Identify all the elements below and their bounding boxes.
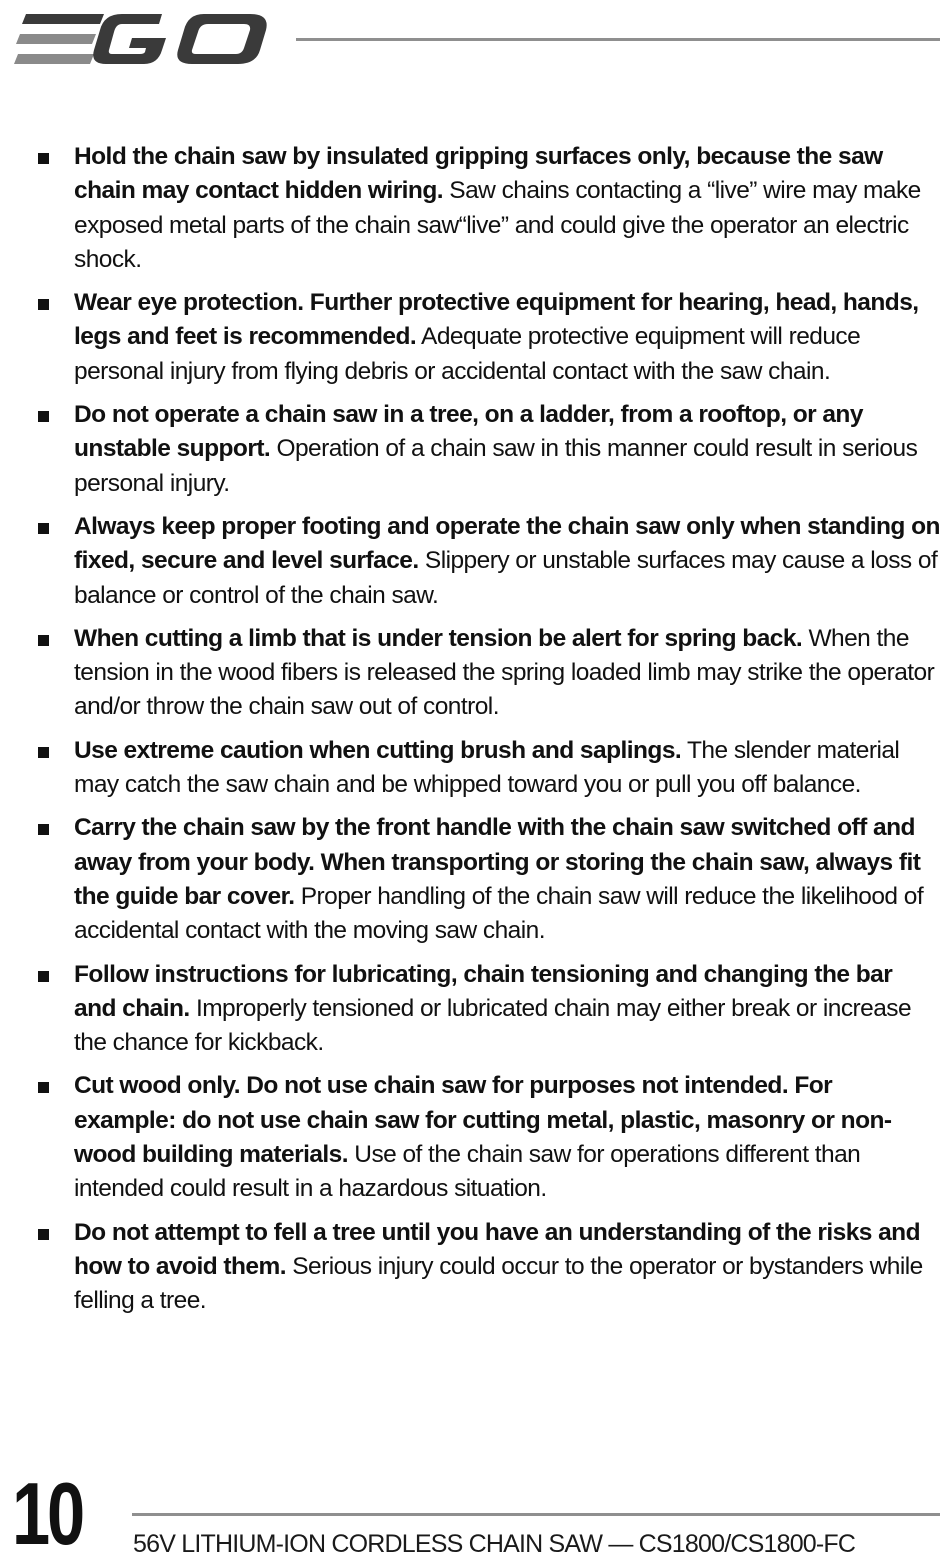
item-heading: Do not attempt to fell a tree until you have an understanding of the risks and how to avoid them.: [74, 1218, 921, 1280]
header-rule: [296, 38, 940, 41]
item-heading: Follow instructions for lubricating, chain tensioning and changing the bar and chain.: [74, 960, 893, 1022]
list-item: [38, 1216, 940, 1319]
item-text: Improperly tensioned or lubricated chain may either break or increase the chance for kickback.: [74, 994, 912, 1057]
item-text: Slippery or unstable surfaces may cause a loss of balance or control of the chain saw.: [74, 547, 938, 609]
list-item: [38, 622, 940, 725]
item-heading: Always keep proper footing and operate the chain saw only when standing on fixed, secure and level surface.: [74, 512, 940, 575]
list-item: [38, 398, 940, 501]
square-bullet-icon: [38, 153, 49, 164]
list-item: [38, 140, 940, 277]
footer-rule: [132, 1513, 940, 1516]
item-text: Serious injury could occur to the operator or bystanders while felling a tree.: [74, 1252, 923, 1315]
square-bullet-icon: [38, 824, 49, 835]
square-bullet-icon: [38, 635, 49, 646]
square-bullet-icon: [38, 1082, 49, 1093]
item-heading: Use extreme caution when cutting brush and saplings.: [74, 736, 682, 764]
page-number: 10: [12, 1464, 83, 1563]
footer-title: 56V LITHIUM-ION CORDLESS CHAIN SAW — CS1800/CS1800-FC: [133, 1530, 856, 1558]
square-bullet-icon: [38, 1229, 49, 1240]
item-text: The slender material may catch the saw chain and be whipped toward you or pull you off balance.: [74, 736, 900, 799]
item-heading: Hold the chain saw by insulated gripping surfaces only, because the saw chain may contact hidden wiring.: [74, 143, 883, 205]
safety-list: [38, 140, 940, 1328]
item-text: Adequate protective equipment will reduce personal injury from flying debris or accidental contact with the saw chain.: [74, 323, 861, 385]
item-heading: Do not operate a chain saw in a tree, on a ladder, from a rooftop, or any unstable support.: [74, 401, 863, 463]
square-bullet-icon: [38, 523, 49, 534]
ego-logo: [14, 10, 274, 70]
item-text: Operation of a chain saw in this manner could result in serious personal injury.: [74, 435, 918, 497]
list-item: [38, 1069, 940, 1206]
list-item: [38, 734, 940, 803]
item-heading: When cutting a limb that is under tension be alert for spring back.: [74, 624, 803, 652]
item-heading: Carry the chain saw by the front handle with the chain saw switched off and away from your body. When transporting or storing the chain saw, always fit the guide bar cover.: [74, 814, 921, 910]
square-bullet-icon: [38, 299, 49, 310]
item-text: Proper handling of the chain saw will reduce the likelihood of accidental contact with the moving saw chain.: [74, 882, 924, 945]
square-bullet-icon: [38, 747, 49, 758]
item-heading: Wear eye protection. Further protective equipment for hearing, head, hands, legs and feet is recommended.: [74, 289, 919, 351]
item-heading: Cut wood only. Do not use chain saw for purposes not intended. For example: do not use chain saw for cutting metal, plastic, masonry or non-wood building materials.: [74, 1072, 892, 1169]
list-item: [38, 958, 940, 1061]
list-item: [38, 811, 940, 948]
square-bullet-icon: [38, 971, 49, 982]
item-text: Saw chains contacting a “live” wire may make exposed metal parts of the chain saw“live” and could give the operator an electric shock.: [74, 177, 921, 273]
square-bullet-icon: [38, 411, 49, 422]
item-text: When the tension in the wood fibers is released the spring loaded limb may strike the operator and/or throw the chain saw out of control.: [74, 624, 935, 721]
item-text: Use of the chain saw for operations different than intended could result in a hazardous situation.: [74, 1141, 861, 1203]
list-item: [38, 510, 940, 613]
list-item: [38, 286, 940, 389]
